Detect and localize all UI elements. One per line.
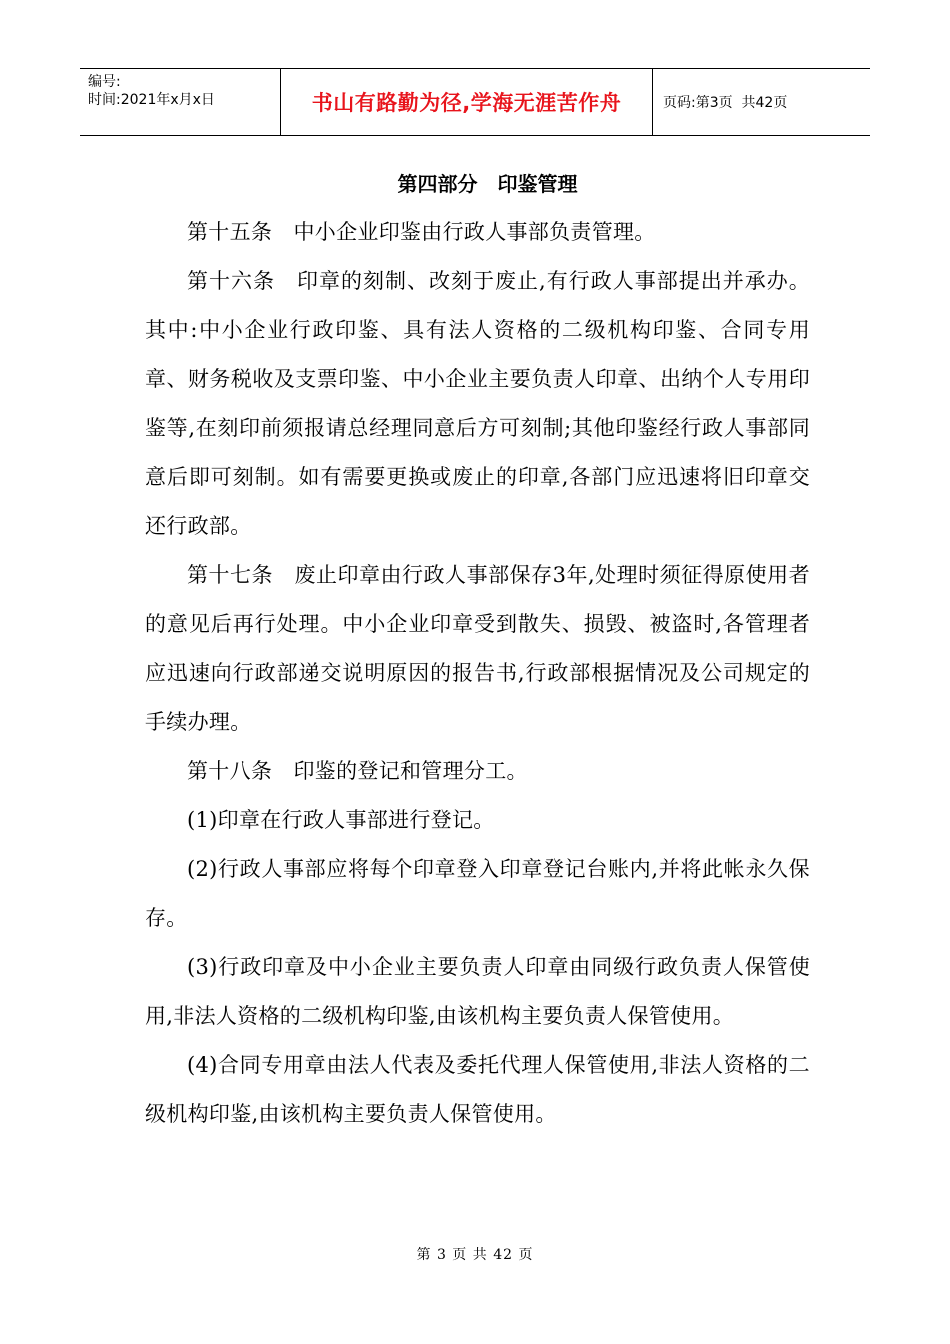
page-footer: 第 3 页 共 42 页 xyxy=(416,1247,534,1263)
section-title: 第四部分 印鉴管理 xyxy=(397,172,578,196)
article-18-item-4: (4)合同专用章由法人代表及委托代理人保管使用,非法人资格的二级机构印鉴,由该机构主要负责人保管使用。 xyxy=(145,1053,810,1126)
article-18-item-1: (1)印章在行政人事部进行登记。 xyxy=(187,808,495,832)
header-meta xyxy=(80,69,281,135)
page-header xyxy=(80,68,870,136)
article-18-item-3: (3)行政印章及中小企业主要负责人印章由同级行政负责人保管使用,非法人资格的二级机构印鉴,由该机构主要负责人保管使用。 xyxy=(145,955,810,1028)
header-motto: 书山有路勤为径,学海无涯苦作舟 xyxy=(281,69,653,135)
article-17: 第十七条 废止印章由行政人事部保存3年,处理时须征得原使用者的意见后再行处理。中小企业印章受到散失、损毁、被盗时,各管理者应迅速向行政部递交说明原因的报告书,行政部根据情况及公司规定的手续办理。 xyxy=(145,563,810,734)
article-18: 第十八条 印鉴的登记和管理分工。 xyxy=(187,759,528,783)
article-15: 第十五条 中小企业印鉴由行政人事部负责管理。 xyxy=(187,220,656,244)
header-page-info-text: 页码:第3页 共42页 xyxy=(663,95,788,111)
document-number-label: 编号: xyxy=(88,74,121,90)
article-18-item-2: (2)行政人事部应将每个印章登入印章登记台账内,并将此帐永久保存。 xyxy=(145,857,810,930)
article-16: 第十六条 印章的刻制、改刻于废止,有行政人事部提出并承办。其中:中小企业行政印鉴、具有法人资格的二级机构印鉴、合同专用章、财务税收及支票印鉴、中小企业主要负责人印章、出纳个人专用印鉴等,在刻印前须报请总经理同意后方可刻制;其他印鉴经行政人事部同意后即可刻制。如有需要更换或废止的印章,各部门应迅速将旧印章交还行政部。 xyxy=(145,269,810,538)
document-body xyxy=(145,160,810,1139)
document-time-label: 时间:2021年x月x日 xyxy=(88,92,215,108)
header-page-info xyxy=(653,69,870,135)
